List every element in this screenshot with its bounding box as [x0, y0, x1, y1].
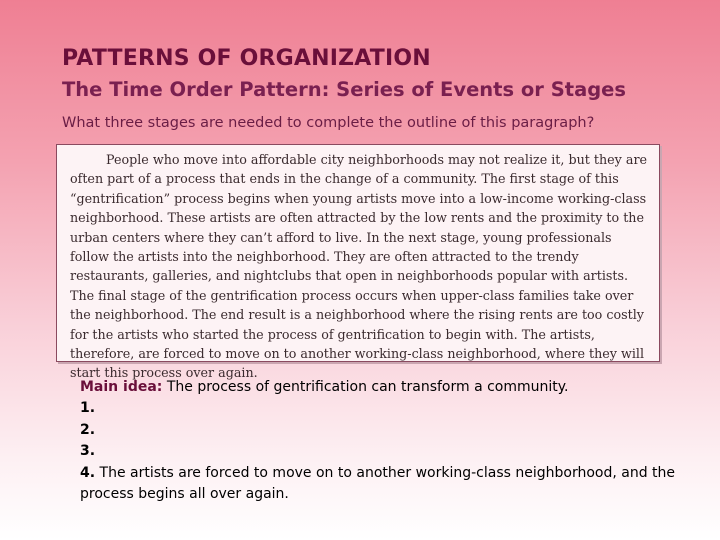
outline-item-1: 1.	[80, 400, 96, 417]
main-idea-line	[80, 377, 700, 398]
outline-item-3: 3.	[80, 443, 96, 460]
outline-item-4-number: 4.	[80, 464, 96, 481]
slide-subtitle: The Time Order Pattern: Series of Events or Stages	[62, 78, 627, 101]
outline-item-2: 2.	[80, 421, 96, 438]
main-idea-text: The process of gentrification can transform a community.	[162, 379, 569, 395]
outline-item-4-text: The artists are forced to move on to another working-class neighborhood, and the process begins all over again.	[80, 464, 676, 503]
slide-title: PATTERNS OF ORGANIZATION	[62, 46, 431, 71]
outline	[80, 377, 700, 505]
passage-text: People who move into affordable city neighborhoods may not realize it, but they are often part of a process that ends in the change of a community. The first stage of this “gentrification” process begins when young artists move into a low-income working-class neighborhood. These artists are often attracted by the low rents and the proximity to the urban centers where they can’t afford to live. In the next stage, young professionals follow the artists into the neighborhood. They are often attracted to the trendy restaurants, galleries, and nightclubs that open in neighborhoods popular with artists. The final stage of the gentrification process occurs when upper-class families take over the neighborhood. The end result is a neighborhood where the rising rents are too costly for the artists who started the process of gentrification to begin with. The artists, therefore, are forced to move on to another working-class neighborhood, where they will start this process over again.	[70, 152, 648, 381]
outline-item-4	[80, 463, 700, 506]
main-idea-label: Main idea:	[80, 379, 163, 395]
passage-box	[56, 144, 660, 381]
question-prompt: What three stages are needed to complete the outline of this paragraph?	[62, 115, 595, 131]
